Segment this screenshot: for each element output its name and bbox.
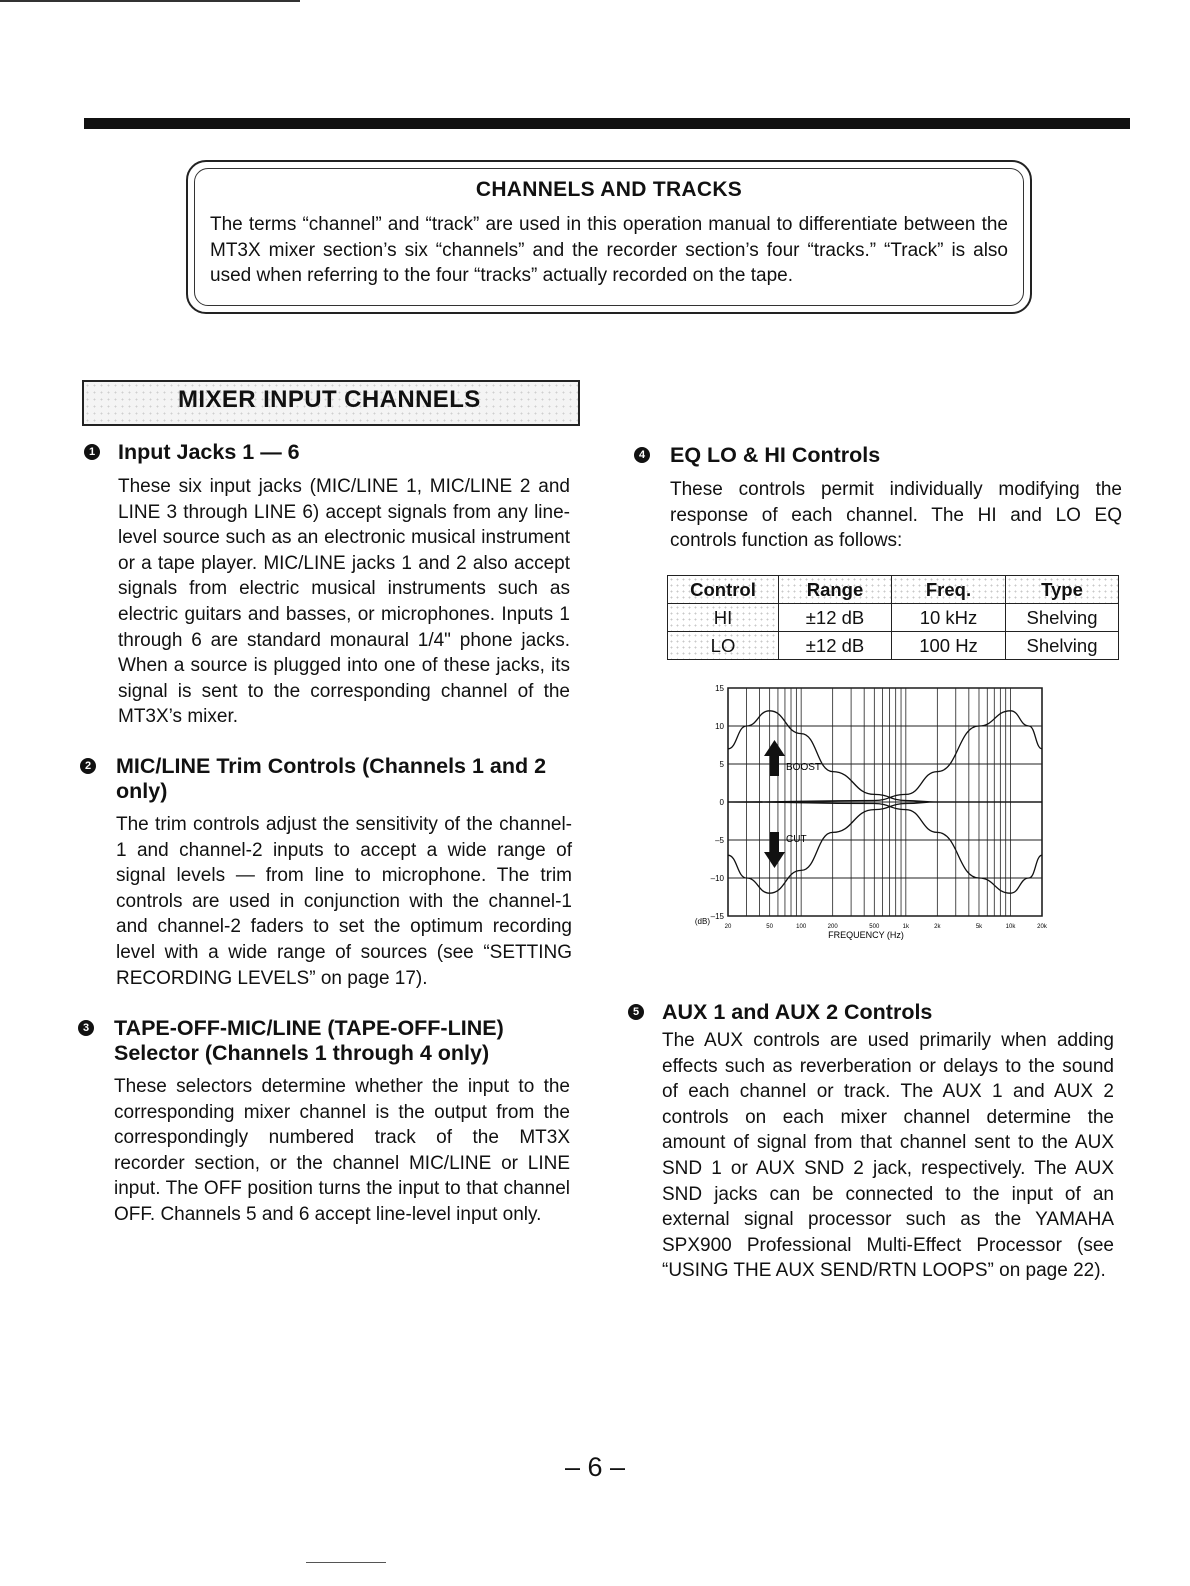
item-heading-2: MIC/LINE Trim Controls (Channels 1 and 2 only) xyxy=(116,754,547,803)
item-heading-1: Input Jacks 1 — 6 xyxy=(118,440,300,464)
bottom-edge-line xyxy=(306,1562,386,1563)
eq-table-header-cell: Type xyxy=(1006,576,1119,604)
section-title-tab xyxy=(82,380,580,426)
page-number: – 6 – xyxy=(564,1452,626,1482)
chart-y-label: (dB) xyxy=(694,917,710,926)
y-tick-label: –15 xyxy=(710,912,724,921)
y-tick-label: 15 xyxy=(715,684,724,693)
x-tick-label: 500 xyxy=(869,924,880,930)
boost-label: BOOST xyxy=(786,762,822,773)
item-number-3: 3 xyxy=(78,1020,94,1036)
y-tick-label: –5 xyxy=(715,836,724,845)
item-text-2: The trim controls adjust the sensitivity of the channel-1 and channel-2 inputs to accept a wide range of signal levels — from line to microphone. The trim controls are used in conjunction with the channel-1 and channel-2 faders to set the optimum recording level with a wide range of sources (see “SETTING RECORDING LEVELS” on page 17). xyxy=(116,814,572,989)
y-tick-label: –10 xyxy=(710,874,724,883)
boost-arrow-shaft xyxy=(770,754,779,776)
item-text-1: These six input jacks (MIC/LINE 1, MIC/LINE 2 and LINE 3 through LINE 6) accept signals from any line-level source such as an electronic musical instrument or a tape player. MIC/LINE jacks 1 and 2 also accept signals from electric musical instruments such as electric guitars and basses, or microphones. Inputs 1 through 6 are standard monaural 1/4" phone jacks. When a source is plugged into one of these jacks, its signal is sent to the corresponding channel of the MT3X’s mixer. xyxy=(118,476,570,728)
eq-table-cell: ±12 dB xyxy=(779,632,892,660)
eq-table-wrap xyxy=(667,575,1119,660)
eq-table-cell: LO xyxy=(668,632,779,660)
eq-table-cell: HI xyxy=(668,604,779,632)
item-text-4: These controls permit individually modifying the response of each channel. The HI and LO EQ controls function as follows: xyxy=(670,479,1122,552)
eq-table-cell: ±12 dB xyxy=(779,604,892,632)
channels-tracks-box xyxy=(186,160,1032,314)
chart-x-label: FREQUENCY (Hz) xyxy=(828,930,904,940)
y-tick-label: 10 xyxy=(715,722,724,731)
header-rule xyxy=(84,118,1130,129)
eq-table-header-row xyxy=(668,576,1119,604)
x-tick-label: 100 xyxy=(796,924,807,930)
box-title: CHANNELS AND TRACKS xyxy=(475,178,743,201)
item-heading-3: TAPE-OFF-MIC/LINE (TAPE-OFF-LINE) Selector (Channels 1 through 4 only) xyxy=(114,1016,504,1065)
boost-arrow-icon xyxy=(764,740,785,756)
eq-table-header-cell: Range xyxy=(779,576,892,604)
item-number-2: 2 xyxy=(80,758,96,774)
item-text-5: The AUX controls are used primarily when adding effects such as reverberation or delays to the sound of each channel or track. The AUX 1 and AUX 2 controls on each mixer channel determine the amount of signal from that channel sent to the AUX SND 1 or AUX SND 2 jack, respectively. The AUX SND jacks can be connected to the input of an external signal processor such as the YAMAHA SPX900 Professional Multi-Effect Processor (see “USING THE AUX SEND/RTN LOOPS” on page 22). xyxy=(662,1030,1114,1282)
item-text-3: These selectors determine whether the input to the corresponding mixer channel is the output from the correspondingly numbered track of the MT3X recorder section, or the channel MIC/LINE or LINE input. The OFF position turns the input to that channel OFF. Channels 5 and 6 accept line-level input only. xyxy=(114,1076,570,1225)
item-heading-4: EQ LO & HI Controls xyxy=(670,443,881,467)
eq-table-cell: Shelving xyxy=(1006,604,1119,632)
chart-ticks xyxy=(711,684,1048,930)
chart-annotations xyxy=(764,740,821,868)
x-tick-label: 2k xyxy=(934,924,941,930)
item-number-5: 5 xyxy=(628,1004,644,1020)
eq-table-cell: 10 kHz xyxy=(892,604,1006,632)
eq-table-header-cell: Control xyxy=(668,576,779,604)
y-tick-label: 5 xyxy=(719,760,724,769)
cut-arrow-shaft xyxy=(770,832,779,854)
x-tick-label: 1k xyxy=(902,924,909,930)
x-tick-label: 20 xyxy=(724,924,732,930)
x-tick-label: 5k xyxy=(975,924,983,930)
cut-label: CUT xyxy=(786,834,807,845)
section-title: MIXER INPUT CHANNELS xyxy=(178,386,481,413)
top-edge-line xyxy=(0,0,300,2)
x-tick-label: 20k xyxy=(1037,924,1047,930)
box-text: The terms “channel” and “track” are used in this operation manual to differentiate between the MT3X mixer section’s six “channels” and the recorder section’s four “tracks.” “Track” is also used when referring to the four “tracks” actually recorded on the tape. xyxy=(210,214,1008,287)
eq-table-row xyxy=(668,604,1119,632)
eq-response-chart xyxy=(680,680,1080,970)
y-tick-label: 0 xyxy=(719,798,724,807)
item-number-1: 1 xyxy=(84,444,100,460)
eq-table-header-cell: Freq. xyxy=(892,576,1006,604)
cut-arrow-icon xyxy=(764,852,785,868)
x-tick-label: 10k xyxy=(1005,924,1016,930)
x-tick-label: 50 xyxy=(766,924,773,930)
eq-table-row xyxy=(668,632,1119,660)
eq-table xyxy=(667,575,1119,660)
item-heading-5: AUX 1 and AUX 2 Controls xyxy=(662,1000,933,1024)
item-number-4: 4 xyxy=(634,447,650,463)
x-tick-label: 200 xyxy=(827,924,838,930)
eq-table-cell: 100 Hz xyxy=(892,632,1006,660)
eq-table-cell: Shelving xyxy=(1006,632,1119,660)
